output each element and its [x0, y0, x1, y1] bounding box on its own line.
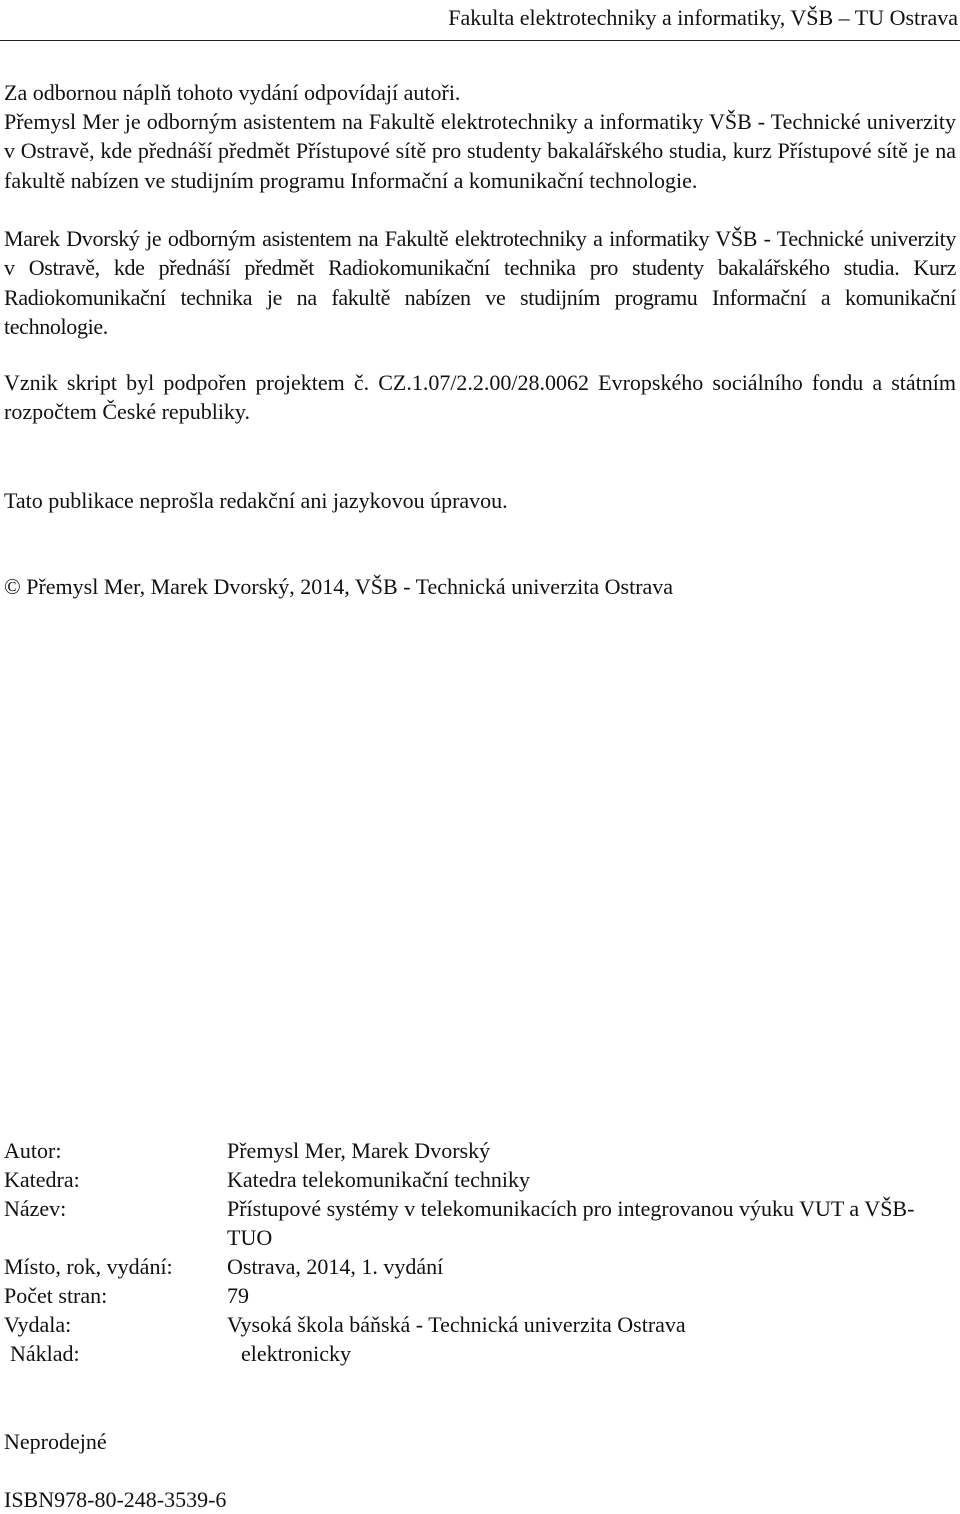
title-label: Název: [4, 1196, 67, 1221]
header-rule [0, 40, 960, 41]
author-bio-mer: Přemysl Mer je odborným asistentem na Fakultě elektrotechniky a informatiky VŠB - Technické univerzity v Ostravě, kde přednáší předmět Přístupové sítě pro studenty bakalářského studia, kurz Přístupové sítě je na fakultě nabízen ve studijním programu Informační a komunikační technologie. [4, 109, 956, 193]
publisher-value: Vysoká škola báňská - Technická univerzita Ostrava [227, 1312, 686, 1337]
print-run-label: Náklad: [10, 1341, 80, 1366]
running-header: Fakulta elektrotechniky a informatiky, VŠB – TU Ostrava [448, 5, 958, 30]
funding-note: Vznik skript byl podpořen projektem č. CZ.1.07/2.2.00/28.0062 Evropského sociálního fondu a státním rozpočtem České republiky. [4, 370, 956, 425]
author-value: Přemysl Mer, Marek Dvorský [227, 1138, 491, 1163]
author-label: Autor: [4, 1138, 62, 1163]
print-run-value: elektronicky [241, 1341, 351, 1366]
title-value: Přístupové systémy v telekomunikacích pro integrovanou výuku VUT a VŠB-TUO [227, 1196, 915, 1250]
department-value: Katedra telekomunikační techniky [227, 1167, 530, 1192]
place-label: Místo, rok, vydání: [4, 1254, 173, 1279]
copyright-line: © Přemysl Mer, Marek Dvorský, 2014, VŠB - Technická univerzita Ostrava [4, 574, 674, 599]
isbn: ISBN978-80-248-3539-6 [4, 1487, 227, 1512]
pages-value: 79 [227, 1283, 249, 1308]
authors-responsibility-note: Za odbornou náplň tohoto vydání odpovídají autoři. [4, 80, 461, 105]
department-label: Katedra: [4, 1167, 80, 1192]
pages-label: Počet stran: [4, 1283, 108, 1308]
not-for-sale-note: Neprodejné [4, 1429, 107, 1454]
publisher-label: Vydala: [4, 1312, 72, 1337]
editorial-note: Tato publikace neprošla redakční ani jazykovou úpravou. [4, 488, 508, 513]
author-bio-dvorsky: Marek Dvorský je odborným asistentem na Fakultě elektrotechniky a informatiky VŠB - Technické univerzity v Ostravě, kde přednáší předmět Radiokomunikační technika pro studenty bakalářského studia. Kurz Radiokomunikační technika je na fakultě nabízen ve studijním programu Informační a komunikační technologie. [4, 226, 956, 339]
place-value: Ostrava, 2014, 1. vydání [227, 1254, 444, 1279]
